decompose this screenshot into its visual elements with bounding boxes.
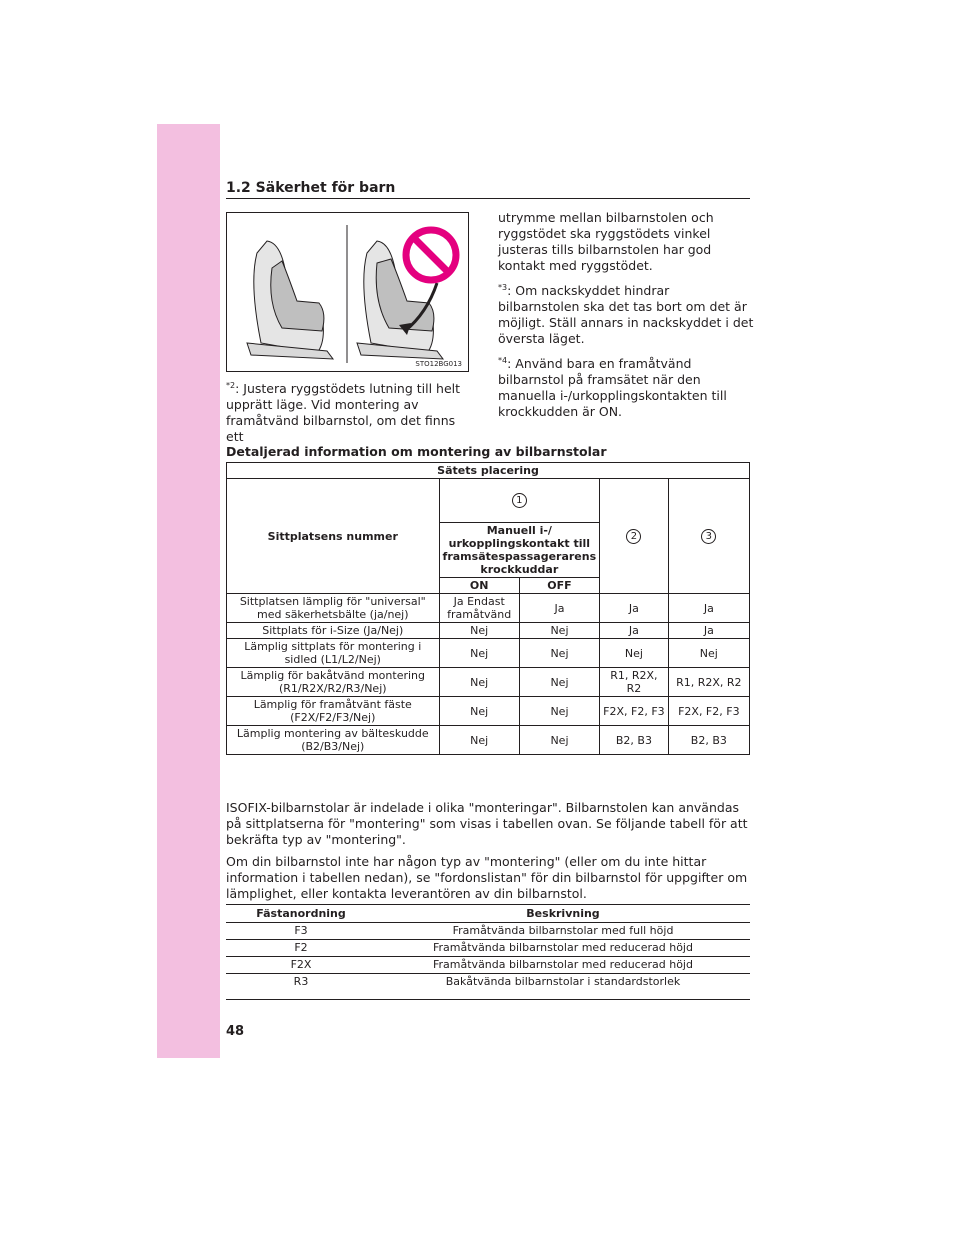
- note-2-mark: 2: [230, 381, 236, 390]
- table-row: [227, 697, 750, 726]
- description-header: Beskrivning: [376, 905, 750, 923]
- cell-seat-3: Nej: [668, 639, 749, 668]
- fixture-code: R3: [226, 974, 376, 1000]
- isofix-paragraph: ISOFIX-bilbarnstolar är indelade i olika "monteringar". Bilbarnstolen kan användas på sittplatserna för "montering" som visas i tabellen ovan. Se följande tabell för att bekräfta typ av "montering".: [226, 800, 748, 847]
- subheading: Detaljerad information om montering av bilbarnstolar: [226, 444, 607, 459]
- cell-seat-3: Ja: [668, 623, 749, 639]
- seat-3-cell: [668, 479, 749, 594]
- notes-column: [498, 210, 754, 426]
- seat-number-label: Sittplatsens nummer: [227, 479, 440, 594]
- note-4: $^{*4}$: Använd bara en framåtvänd bilbarnstol på framsätet när den manuella i-/urkopplingskontakten till krockkudden är ON.: [498, 356, 727, 420]
- note-2-text: : Justera ryggstödets lutning till helt upprätt läge. Vid montering av framåtvänd bilbarnstol, om det finns ett: [226, 381, 461, 445]
- cell-seat-2: Nej: [600, 639, 669, 668]
- note-2-continued: utrymme mellan bilbarnstolen och ryggstödet ska ryggstödets vinkel justeras tills bilbarnstolen har god kontakt med ryggstödet.: [498, 210, 714, 273]
- switch-on-label: ON: [439, 578, 519, 594]
- row-label: Sittplats för i-Size (Ja/Nej): [227, 623, 440, 639]
- airbag-switch-label: Manuell i-/ urkopplingskontakt till framsätespassagerarens krockkuddar: [439, 523, 600, 578]
- cell-on: Nej: [439, 726, 519, 755]
- cell-seat-2: Ja: [600, 594, 669, 623]
- seat-2-cell: [600, 479, 669, 594]
- row-label: Lämplig för framåtvänt fäste (F2X/F2/F3/Nej): [227, 697, 440, 726]
- fixture-description: Bakåtvända bilbarnstolar i standardstorlek: [376, 974, 750, 1000]
- note-3: $^{*3}$: Om nackskyddet hindrar bilbarnstolen ska det tas bort om det är möjligt. Ställ annars in nackskyddet i det översta läget.: [498, 283, 754, 347]
- cell-off: Nej: [519, 726, 599, 755]
- fixture-description: Framåtvända bilbarnstolar med reducerad höjd: [376, 940, 750, 957]
- cell-off: Nej: [519, 668, 599, 697]
- cell-seat-3: Ja: [668, 594, 749, 623]
- seat-2-number: 2: [626, 529, 641, 544]
- seat-3-number: 3: [701, 529, 716, 544]
- table-row: [227, 594, 750, 623]
- seat-position-table: [226, 462, 750, 755]
- table-row: [227, 623, 750, 639]
- table-row: [227, 668, 750, 697]
- note-3-text: : Om nackskyddet hindrar bilbarnstolen ska det tas bort om det är möjligt. Ställ annars in nackskyddet i det översta läget.: [498, 283, 754, 347]
- cell-seat-2: Ja: [600, 623, 669, 639]
- cell-seat-2: F2X, F2, F3: [600, 697, 669, 726]
- fixture-code: F2X: [226, 957, 376, 974]
- row-label: Sittplatsen lämplig för "universal" med säkerhetsbälte (ja/nej): [227, 594, 440, 623]
- note-4-text: : Använd bara en framåtvänd bilbarnstol på framsätet när den manuella i-/urkopplingskontakten till krockkudden är ON.: [498, 356, 727, 420]
- fixture-description: Framåtvända bilbarnstolar med reducerad höjd: [376, 957, 750, 974]
- cell-on: Nej: [439, 623, 519, 639]
- table-header-seat-position: Sätets placering: [227, 463, 750, 479]
- seat-1-cell: [439, 479, 600, 523]
- fixture-table: [226, 904, 750, 1000]
- cell-seat-3: F2X, F2, F3: [668, 697, 749, 726]
- table-row: [227, 639, 750, 668]
- car-seat-illustration: [226, 212, 469, 372]
- fixture-header: Fästanordning: [226, 905, 376, 923]
- note-2-start: $^{*2}$: Justera ryggstödets lutning till helt upprätt läge. Vid montering av framåtvänd bilbarnstol, om det finns ett: [226, 381, 461, 445]
- table-row: [226, 940, 750, 957]
- cell-off: Nej: [519, 639, 599, 668]
- note-3-mark: 3: [502, 283, 508, 292]
- car-seat-drawing: [227, 213, 470, 373]
- cell-on: Nej: [439, 697, 519, 726]
- table-row: [226, 923, 750, 940]
- row-label: Lämplig sittplats för montering i sidled (L1/L2/Nej): [227, 639, 440, 668]
- fixture-code: F3: [226, 923, 376, 940]
- row-label: Lämplig för bakåtvänd montering (R1/R2X/R2/R3/Nej): [227, 668, 440, 697]
- cell-off: Ja: [519, 594, 599, 623]
- section-rule: [226, 198, 750, 199]
- page-number: 48: [226, 1024, 245, 1039]
- figure-code: STO12BG013: [415, 360, 462, 368]
- seat-1-number: 1: [512, 493, 527, 508]
- vehicle-list-paragraph: Om din bilbarnstol inte har någon typ av "montering" (eller om du inte hittar information i tabellen nedan), se "fordonslistan" för din bilbarnstol för uppgifter om lämplighet, eller kontakta leverantören av din bilbarnstol.: [226, 854, 748, 901]
- cell-seat-3: B2, B3: [668, 726, 749, 755]
- row-label: Lämplig montering av bälteskudde (B2/B3/Nej): [227, 726, 440, 755]
- note-4-mark: 4: [502, 356, 508, 366]
- section-title: 1.2 Säkerhet för barn: [226, 180, 396, 196]
- cell-on: Nej: [439, 639, 519, 668]
- chapter-tab-bar: [157, 124, 220, 1058]
- cell-on: Ja Endast framåtvänd: [439, 594, 519, 623]
- cell-off: Nej: [519, 697, 599, 726]
- cell-seat-2: B2, B3: [600, 726, 669, 755]
- switch-off-label: OFF: [519, 578, 599, 594]
- fixture-code: F2: [226, 940, 376, 957]
- table-row: [226, 974, 750, 1000]
- table-row: [226, 957, 750, 974]
- cell-seat-3: R1, R2X, R2: [668, 668, 749, 697]
- fixture-description: Framåtvända bilbarnstolar med full höjd: [376, 923, 750, 940]
- cell-seat-2: R1, R2X, R2: [600, 668, 669, 697]
- table-row: [227, 726, 750, 755]
- cell-on: Nej: [439, 668, 519, 697]
- cell-off: Nej: [519, 623, 599, 639]
